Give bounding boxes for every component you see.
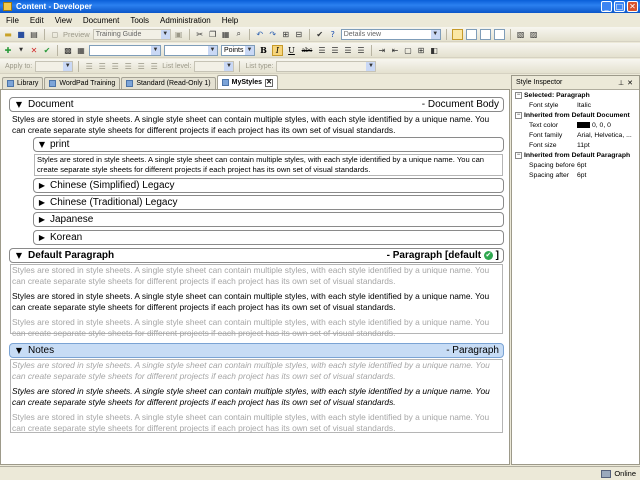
group-label: Selected: Paragraph	[524, 91, 590, 99]
triangle-down-icon[interactable]: ▼	[15, 346, 23, 355]
triangle-down-icon[interactable]: ▼	[15, 251, 23, 260]
help-icon[interactable]: ?	[330, 29, 335, 39]
chevron-down-icon: ▼	[367, 62, 374, 69]
section-default-paragraph[interactable]	[9, 248, 504, 263]
color-swatch	[577, 122, 590, 128]
italic-button[interactable]: I	[272, 45, 283, 56]
property-value: 11pt	[577, 141, 590, 149]
save-icon[interactable]: ■	[17, 29, 25, 39]
import-icon[interactable]: ▧	[516, 29, 525, 39]
section-document[interactable]	[9, 97, 504, 112]
chevron-down-icon: ▼	[64, 62, 71, 69]
toolbar-separator	[239, 61, 240, 72]
triangle-right-icon[interactable]: ▶	[38, 233, 46, 242]
section-label: Japanese	[50, 214, 94, 225]
strikethrough-button[interactable]: abc	[301, 46, 313, 54]
list-option-icon[interactable]: ☰	[150, 61, 158, 71]
find-icon[interactable]: ⌕	[236, 29, 241, 38]
guide-combo[interactable]	[93, 29, 171, 40]
section-label: Notes	[28, 345, 55, 356]
expand-icon[interactable]: ⊞	[282, 29, 290, 39]
paste-icon[interactable]: ▦	[221, 29, 230, 39]
tab-library[interactable]	[2, 77, 43, 89]
status-text: Online	[614, 469, 636, 478]
preview-button[interactable]: Preview	[63, 29, 90, 39]
tab-label: Library	[17, 80, 39, 87]
section-type	[387, 250, 503, 261]
next-paragraph-text: Styles are stored in style sheets. A single style sheet can contain multiple styles, with each style identified by a unique name. You can create separate style sheets for different projects if each project has its own set of visual standards.	[12, 412, 490, 433]
list-type-label: List type:	[245, 62, 274, 70]
chevron-down-icon: ▼	[246, 46, 253, 53]
close-button[interactable]: ✕	[627, 1, 638, 12]
minimize-button[interactable]: _	[601, 1, 612, 12]
tab-standard[interactable]	[121, 77, 215, 89]
toolbar-separator	[249, 29, 250, 40]
style-icon[interactable]: ▩	[64, 45, 72, 55]
indent-icon[interactable]: ⇥	[378, 45, 386, 55]
group-label: Inherited from Default Paragraph	[524, 151, 631, 159]
list-type-combo[interactable]	[276, 61, 376, 72]
section-label: Default Paragraph	[28, 250, 115, 261]
triangle-right-icon[interactable]: ▶	[38, 198, 46, 207]
menu-file[interactable]: File	[6, 15, 19, 25]
toolbar-icon[interactable]: ▣	[174, 29, 183, 39]
section-japanese[interactable]	[33, 212, 504, 227]
view-combo[interactable]	[341, 29, 441, 40]
collapse-icon[interactable]: −	[516, 151, 521, 158]
toolbar-separator	[309, 29, 310, 40]
collapse-icon[interactable]: −	[516, 111, 521, 118]
property-value: 6pt	[577, 171, 587, 179]
connection-icon	[601, 470, 611, 478]
triangle-right-icon[interactable]: ▶	[38, 215, 46, 224]
menu-document[interactable]: Document	[82, 15, 120, 25]
apply-to-label: Apply to:	[5, 62, 33, 70]
numbered-list-icon[interactable]: ☰	[98, 61, 106, 71]
list-option-icon[interactable]: ☰	[137, 61, 145, 71]
menu-tools[interactable]: Tools	[130, 15, 150, 25]
property-name: Spacing after	[529, 171, 570, 179]
size-combo[interactable]	[164, 45, 218, 56]
section-type-text: - Paragraph [default	[386, 250, 482, 261]
stylesheet-icon	[126, 80, 133, 87]
layout-view-button[interactable]	[452, 29, 463, 40]
property-name: Font family	[529, 131, 563, 139]
previous-paragraph-text: Styles are stored in style sheets. A single style sheet can contain multiple styles, with each style identified by a unique name. You can create separate style sheets for different projects if each project has its own set of visual standards.	[12, 265, 490, 286]
apply-to-combo[interactable]	[35, 61, 73, 72]
main-toolbar	[0, 27, 640, 42]
align-center-icon[interactable]: ☰	[331, 45, 339, 55]
inspector-group-selected[interactable]	[512, 90, 639, 100]
tab-label: MyStyles	[231, 79, 262, 86]
close-tab-icon[interactable]: ✕	[266, 78, 272, 86]
align-right-icon[interactable]: ☰	[344, 45, 352, 55]
menu-view[interactable]: View	[54, 15, 72, 25]
stylesheet-icon	[49, 80, 56, 87]
list-indent-icon[interactable]: ☰	[111, 61, 119, 71]
property-value: Arial, Helvetica, ...	[577, 131, 632, 139]
property-name: Text color	[529, 121, 559, 129]
status-bar	[0, 466, 640, 480]
group-label: Inherited from Default Document	[524, 111, 630, 119]
style-sheet-icon[interactable]: ▦	[77, 45, 85, 55]
layout-view-button[interactable]	[480, 29, 491, 40]
current-paragraph-text: Styles are stored in style sheets. A single style sheet can contain multiple styles, with each style identified by a unique name. You can create separate style sheets for different projects if each project has its own set of visual standards.	[12, 386, 490, 407]
guide-combo-value: Training Guide	[95, 30, 142, 38]
chevron-down-icon: ▼	[152, 46, 159, 53]
toolbar-separator	[446, 29, 447, 40]
property-value	[577, 122, 611, 129]
chevron-down-icon: ▼	[432, 30, 439, 37]
section-notes[interactable]	[9, 343, 504, 358]
toolbar-separator	[189, 29, 190, 40]
border-icon[interactable]: ▢	[404, 45, 412, 55]
style-combo[interactable]	[89, 45, 161, 56]
chevron-down-icon[interactable]: ▼	[19, 47, 23, 53]
property-value: Italic	[577, 101, 591, 109]
list-level-label: List level:	[162, 62, 192, 70]
property-name: Font size	[529, 141, 557, 149]
chevron-down-icon: ▼	[225, 62, 232, 69]
collapse-icon[interactable]: −	[516, 91, 521, 98]
inspector-row	[512, 130, 639, 140]
add-icon[interactable]: ✚	[4, 45, 12, 55]
inspector-row	[512, 100, 639, 110]
triangle-down-icon[interactable]: ▼	[38, 140, 46, 149]
toolbar-separator	[57, 45, 58, 56]
copy-icon[interactable]: ❐	[209, 29, 217, 39]
section-type: - Document Body	[421, 99, 499, 110]
print-icon[interactable]: ▤	[30, 29, 38, 39]
library-icon	[7, 80, 14, 87]
property-value: 6pt	[577, 161, 587, 169]
spell-check-icon[interactable]: ✔	[316, 29, 324, 39]
fill-color-icon[interactable]: ◧	[430, 45, 438, 55]
toolbar-separator	[510, 29, 511, 40]
current-paragraph-text: Styles are stored in style sheets. A single style sheet can contain multiple styles, with each style identified by a unique name. You can create separate style sheets for different projects if each project has its own set of visual standards.	[12, 291, 490, 312]
document-tabs	[0, 75, 510, 89]
maximize-button[interactable]: □	[615, 2, 624, 11]
previous-paragraph-text: Styles are stored in style sheets. A single style sheet can contain multiple styles, with each style identified by a unique name. You can create separate style sheets for different projects if each project has its own set of visual standards.	[12, 360, 490, 381]
section-chinese-simplified[interactable]	[33, 178, 504, 193]
tab-label: WordPad Training	[59, 80, 116, 87]
list-outdent-icon[interactable]: ☰	[124, 61, 132, 71]
stylesheet-icon	[222, 79, 229, 86]
inspector-row	[512, 140, 639, 150]
tab-label: Standard (Read-Only 1)	[136, 80, 211, 87]
window-title: Content - Developer	[16, 2, 93, 11]
section-type: - Paragraph	[446, 345, 499, 356]
justify-icon[interactable]: ☰	[357, 45, 365, 55]
menu-bar	[0, 13, 640, 27]
cut-icon[interactable]: ✂	[196, 29, 204, 39]
inspector-title-bar	[512, 76, 639, 90]
list-toolbar	[0, 59, 640, 74]
property-name: Font style	[529, 101, 559, 109]
toolbar-separator	[78, 61, 79, 72]
toolbar-separator	[371, 45, 372, 56]
open-folder-icon[interactable]: ▬	[4, 29, 12, 39]
chevron-down-icon: ▼	[209, 46, 216, 53]
pin-close-icon[interactable]: ⊥✕	[618, 78, 636, 87]
document-sample-text: Styles are stored in style sheets. A single style sheet can contain multiple styles, with each style identified by a unique name. You can create separate style sheets for different projects if each project has its own set of visual standards.	[12, 114, 490, 135]
preview-icon[interactable]: ◻	[51, 29, 59, 39]
inspector-group-inherited-paragraph[interactable]	[512, 150, 639, 160]
undo-icon[interactable]: ↶	[256, 29, 264, 39]
align-left-icon[interactable]: ☰	[318, 45, 326, 55]
title-bar	[0, 0, 640, 13]
section-type-end: ]	[495, 250, 499, 261]
menu-edit[interactable]: Edit	[29, 15, 44, 25]
collapse-icon[interactable]: ⊟	[295, 29, 303, 39]
outdent-icon[interactable]: ⇤	[391, 45, 399, 55]
section-label: Korean	[50, 232, 83, 243]
tab-wordpad-training[interactable]	[44, 77, 120, 89]
style-inspector-panel	[511, 75, 640, 465]
default-check-icon: ✔	[485, 250, 492, 259]
section-chinese-traditional[interactable]	[33, 195, 504, 210]
section-label: Chinese (Traditional) Legacy	[50, 197, 178, 208]
inspector-row	[512, 160, 639, 170]
property-name: Spacing before	[529, 161, 575, 169]
color-value: 0, 0, 0	[592, 121, 611, 129]
export-icon[interactable]: ▨	[529, 29, 538, 39]
app-icon	[3, 2, 12, 11]
redo-icon[interactable]: ↷	[269, 29, 277, 39]
toolbar-separator	[44, 29, 45, 40]
style-editor[interactable]	[0, 89, 510, 465]
print-sample-text: Styles are stored in style sheets. A single style sheet can contain multiple styles, with each style identified by a unique name. You can create separate style sheets for different projects if each project has its own set of visual standards.	[37, 155, 485, 174]
inspector-title: Style Inspector	[516, 79, 563, 86]
bold-button[interactable]: B	[260, 45, 267, 55]
layout-view-button[interactable]	[494, 29, 505, 40]
bullet-list-icon[interactable]: ☰	[85, 61, 93, 71]
section-label: print	[50, 139, 70, 150]
table-icon[interactable]: ⊞	[417, 45, 425, 55]
layout-view-button[interactable]	[466, 29, 477, 40]
section-print[interactable]	[33, 137, 504, 152]
menu-administration[interactable]: Administration	[160, 15, 211, 25]
triangle-down-icon[interactable]: ▼	[15, 100, 23, 109]
section-label: Document	[28, 99, 74, 110]
section-label: Chinese (Simplified) Legacy	[50, 180, 175, 191]
units-combo-value: Points	[224, 46, 244, 54]
tab-mystyles[interactable]	[217, 75, 278, 89]
view-combo-value: Details view	[343, 30, 382, 38]
inspector-row	[512, 170, 639, 180]
triangle-right-icon[interactable]: ▶	[38, 181, 46, 190]
units-combo[interactable]	[221, 45, 255, 56]
inspector-group-inherited-document[interactable]	[512, 110, 639, 120]
list-level-combo[interactable]	[194, 61, 234, 72]
delete-icon[interactable]: ✕	[30, 45, 38, 55]
inspector-row	[512, 120, 639, 130]
next-paragraph-text: Styles are stored in style sheets. A single style sheet can contain multiple styles, with each style identified by a unique name. You can create separate style sheets for different projects if each project has its own set of visual standards.	[12, 317, 490, 338]
apply-check-icon[interactable]: ✔	[43, 45, 51, 55]
underline-button[interactable]: U	[288, 45, 295, 55]
format-toolbar	[0, 43, 640, 58]
menu-help[interactable]: Help	[221, 15, 239, 25]
section-korean[interactable]	[33, 230, 504, 245]
chevron-down-icon: ▼	[162, 30, 169, 37]
